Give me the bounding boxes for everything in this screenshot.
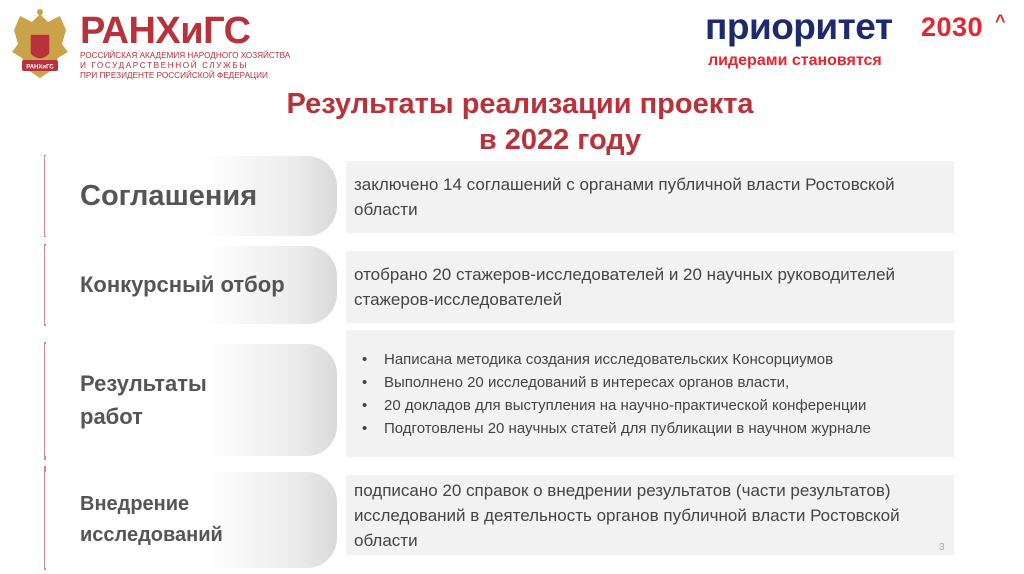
page-title-line2: в 2022 году bbox=[478, 124, 642, 156]
ranepa-subtitle bbox=[80, 51, 291, 81]
row-content-text: подписано 20 справок о внедрении результатов (части результатов) исследований в деятельность органов публичной власти Ростовской области bbox=[354, 480, 900, 550]
results-list bbox=[354, 348, 944, 440]
double-headed-eagle-emblem-icon bbox=[8, 8, 72, 82]
ranepa-logo bbox=[8, 8, 291, 82]
ranepa-name: РАНХиГС bbox=[80, 10, 251, 52]
row-label-text: Результаты работ bbox=[80, 371, 207, 429]
priority-year: 2030 bbox=[921, 12, 984, 42]
ranepa-subtitle-line: РОССИЙСКАЯ АКАДЕМИЯ НАРОДНОГО ХОЗЯЙСТВА bbox=[80, 51, 291, 60]
priority-slogan: лидерами становятся bbox=[708, 52, 882, 69]
page-title bbox=[220, 86, 820, 158]
list-item: • Написана методика создания исследовательских Консорциумов bbox=[354, 348, 944, 371]
row-label-selection bbox=[45, 246, 337, 324]
row-label-implementation bbox=[45, 472, 337, 568]
row-label-agreements bbox=[45, 156, 337, 236]
row-label-results bbox=[45, 344, 337, 456]
ranepa-subtitle-line: ПРИ ПРЕЗИДЕНТЕ РОССИЙСКОЙ ФЕДЕРАЦИИ bbox=[80, 71, 268, 80]
priority-caret: ^ bbox=[995, 11, 1006, 31]
priority-word: приоритет bbox=[705, 6, 893, 47]
row-content-text: отобрано 20 стажеров-исследователей и 20 научных руководителей стажеров-исследователей bbox=[354, 265, 896, 309]
row-label-text: Конкурсный отбор bbox=[80, 272, 285, 297]
list-item: • 20 докладов для выступления на научно-практической конференции bbox=[354, 394, 944, 417]
svg-text:РАНХиГС: РАНХиГС bbox=[26, 64, 54, 71]
list-item: • Подготовлены 20 научных статей для публикации в научном журнале bbox=[354, 417, 944, 440]
row-label-text: Внедрение исследований bbox=[80, 493, 223, 546]
page-number: 3 bbox=[939, 542, 945, 553]
row-content-results bbox=[346, 330, 954, 457]
priority-2030-logo bbox=[705, 5, 1015, 75]
row-content-implementation bbox=[346, 475, 954, 555]
ranepa-subtitle-line: И ГОСУДАРСТВЕННОЙ СЛУЖБЫ bbox=[80, 61, 249, 70]
row-content-text: заключено 14 соглашений с органами публичной власти Ростовской области bbox=[354, 175, 895, 219]
row-label-text: Соглашения bbox=[80, 179, 258, 212]
row-content-selection bbox=[346, 251, 954, 323]
page-title-line1: Результаты реализации проекта bbox=[286, 88, 754, 120]
list-item: • Выполнено 20 исследований в интересах органов власти, bbox=[354, 371, 944, 394]
row-content-agreements bbox=[346, 161, 954, 233]
